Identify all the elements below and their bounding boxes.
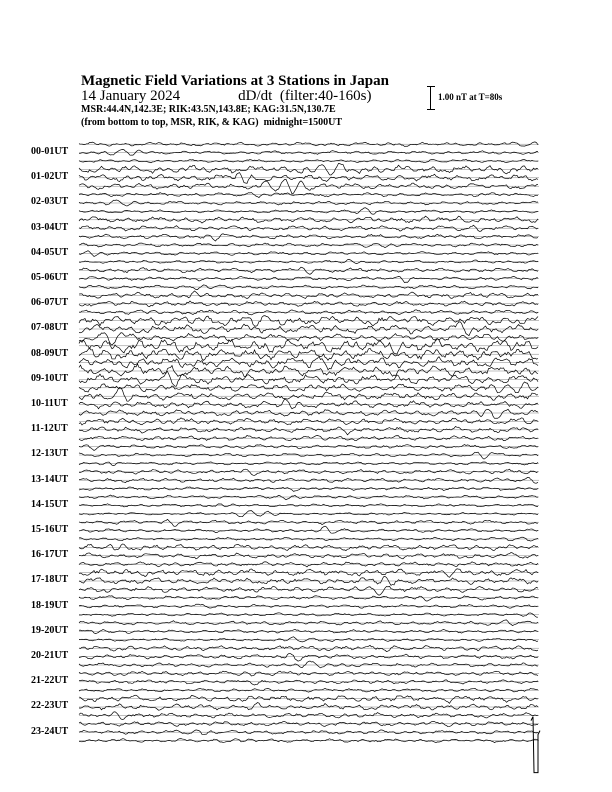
trace-rik bbox=[79, 526, 538, 533]
trace-rik bbox=[79, 348, 538, 361]
hour-label: 13-14UT bbox=[31, 473, 69, 485]
trace-msr bbox=[79, 234, 538, 241]
trace-kag bbox=[79, 216, 538, 223]
trace-kag bbox=[79, 544, 538, 551]
trace-kag bbox=[79, 364, 538, 377]
trace-msr bbox=[79, 382, 538, 393]
hour-label: 19-20UT bbox=[31, 624, 69, 636]
trace-kag bbox=[79, 495, 538, 500]
trace-rik bbox=[79, 371, 538, 386]
trace-rik bbox=[79, 426, 538, 434]
hour-label: 15-16UT bbox=[31, 524, 69, 535]
hour-label: 16-17UT bbox=[31, 549, 69, 561]
trace-kag bbox=[79, 316, 538, 327]
hour-label: 06-07UT bbox=[31, 297, 69, 309]
trace-msr bbox=[79, 511, 538, 517]
trace-kag bbox=[79, 291, 538, 299]
trace-rik bbox=[79, 653, 538, 661]
hour-label: 01-02UT bbox=[31, 171, 69, 183]
hour-label: 23-24UT bbox=[31, 725, 69, 737]
trace-kag bbox=[79, 163, 538, 175]
trace-msr bbox=[79, 310, 538, 315]
quantity-label: dD/dt bbox=[238, 88, 273, 104]
trace-msr bbox=[79, 409, 538, 418]
trace-rik bbox=[79, 173, 538, 184]
trace-rik bbox=[79, 251, 538, 257]
hour-label: 11-12UT bbox=[31, 423, 68, 435]
scale-label: 1.00 nT at T=80s bbox=[438, 92, 503, 102]
trace-msr bbox=[79, 712, 538, 720]
hour-label: 03-04UT bbox=[31, 221, 69, 233]
trace-kag bbox=[79, 721, 538, 726]
trace-kag bbox=[79, 695, 538, 703]
trace-kag bbox=[79, 267, 538, 274]
trace-kag bbox=[79, 645, 538, 651]
hour-label: 12-13UT bbox=[31, 448, 69, 460]
trace-kag bbox=[79, 671, 538, 676]
trace-kag bbox=[79, 469, 538, 475]
hour-label: 00-01UT bbox=[31, 146, 69, 157]
trace-msr bbox=[79, 586, 538, 595]
trace-rik bbox=[79, 276, 538, 282]
trace-kag bbox=[79, 445, 538, 451]
hour-label: 18-19UT bbox=[31, 599, 69, 611]
hour-label: 07-08UT bbox=[31, 322, 69, 334]
trace-msr bbox=[79, 208, 538, 214]
trace-kag bbox=[79, 193, 538, 198]
trace-msr bbox=[79, 179, 538, 194]
station-coordinates: MSR:44.4N,142.3E; RIK:43.5N,143.8E; KAG:31.5N,130.7E bbox=[81, 104, 336, 115]
trace-msr bbox=[79, 462, 538, 466]
trace-rik bbox=[79, 149, 538, 155]
hour-label: 02-03UT bbox=[31, 196, 69, 208]
trace-kag bbox=[79, 620, 538, 626]
hour-label: 14-15UT bbox=[31, 498, 69, 510]
trace-rik bbox=[79, 680, 538, 685]
trace-rik bbox=[79, 322, 538, 336]
trace-kag bbox=[79, 243, 538, 248]
hour-label: 21-22UT bbox=[31, 675, 69, 687]
hour-label: 22-23UT bbox=[31, 700, 69, 712]
hour-label: 04-05UT bbox=[31, 246, 69, 258]
trace-kag bbox=[79, 519, 538, 526]
filter-label: (filter:40-160s) bbox=[279, 88, 372, 104]
hour-label: 08-09UT bbox=[31, 347, 69, 359]
hour-label: 17-18UT bbox=[31, 574, 69, 586]
midnight-note: midnight=1500UT bbox=[263, 117, 343, 128]
trace-msr bbox=[79, 613, 538, 617]
trace-msr bbox=[79, 661, 538, 668]
hour-label: 10-11UT bbox=[31, 398, 68, 409]
hour-label: 09-10UT bbox=[31, 372, 69, 384]
chart-date: 14 January 2024 bbox=[81, 88, 181, 104]
chart-title: Magnetic Field Variations at 3 Stations in Japan bbox=[81, 73, 389, 89]
hour-label: 20-21UT bbox=[31, 650, 69, 661]
trace-kag bbox=[79, 339, 538, 354]
trace-rik bbox=[79, 703, 538, 711]
trace-msr bbox=[79, 285, 538, 290]
trace-msr bbox=[79, 487, 538, 491]
trace-kag bbox=[79, 596, 538, 601]
trace-kag bbox=[79, 569, 538, 578]
station-order-note: (from bottom to top, MSR, RIK, & KAG) bbox=[81, 117, 259, 128]
trace-msr bbox=[79, 260, 538, 264]
trace-msr bbox=[79, 637, 538, 642]
hour-label: 05-06UT bbox=[31, 272, 69, 283]
trace-rik bbox=[79, 399, 538, 409]
trace-rik bbox=[79, 452, 538, 459]
